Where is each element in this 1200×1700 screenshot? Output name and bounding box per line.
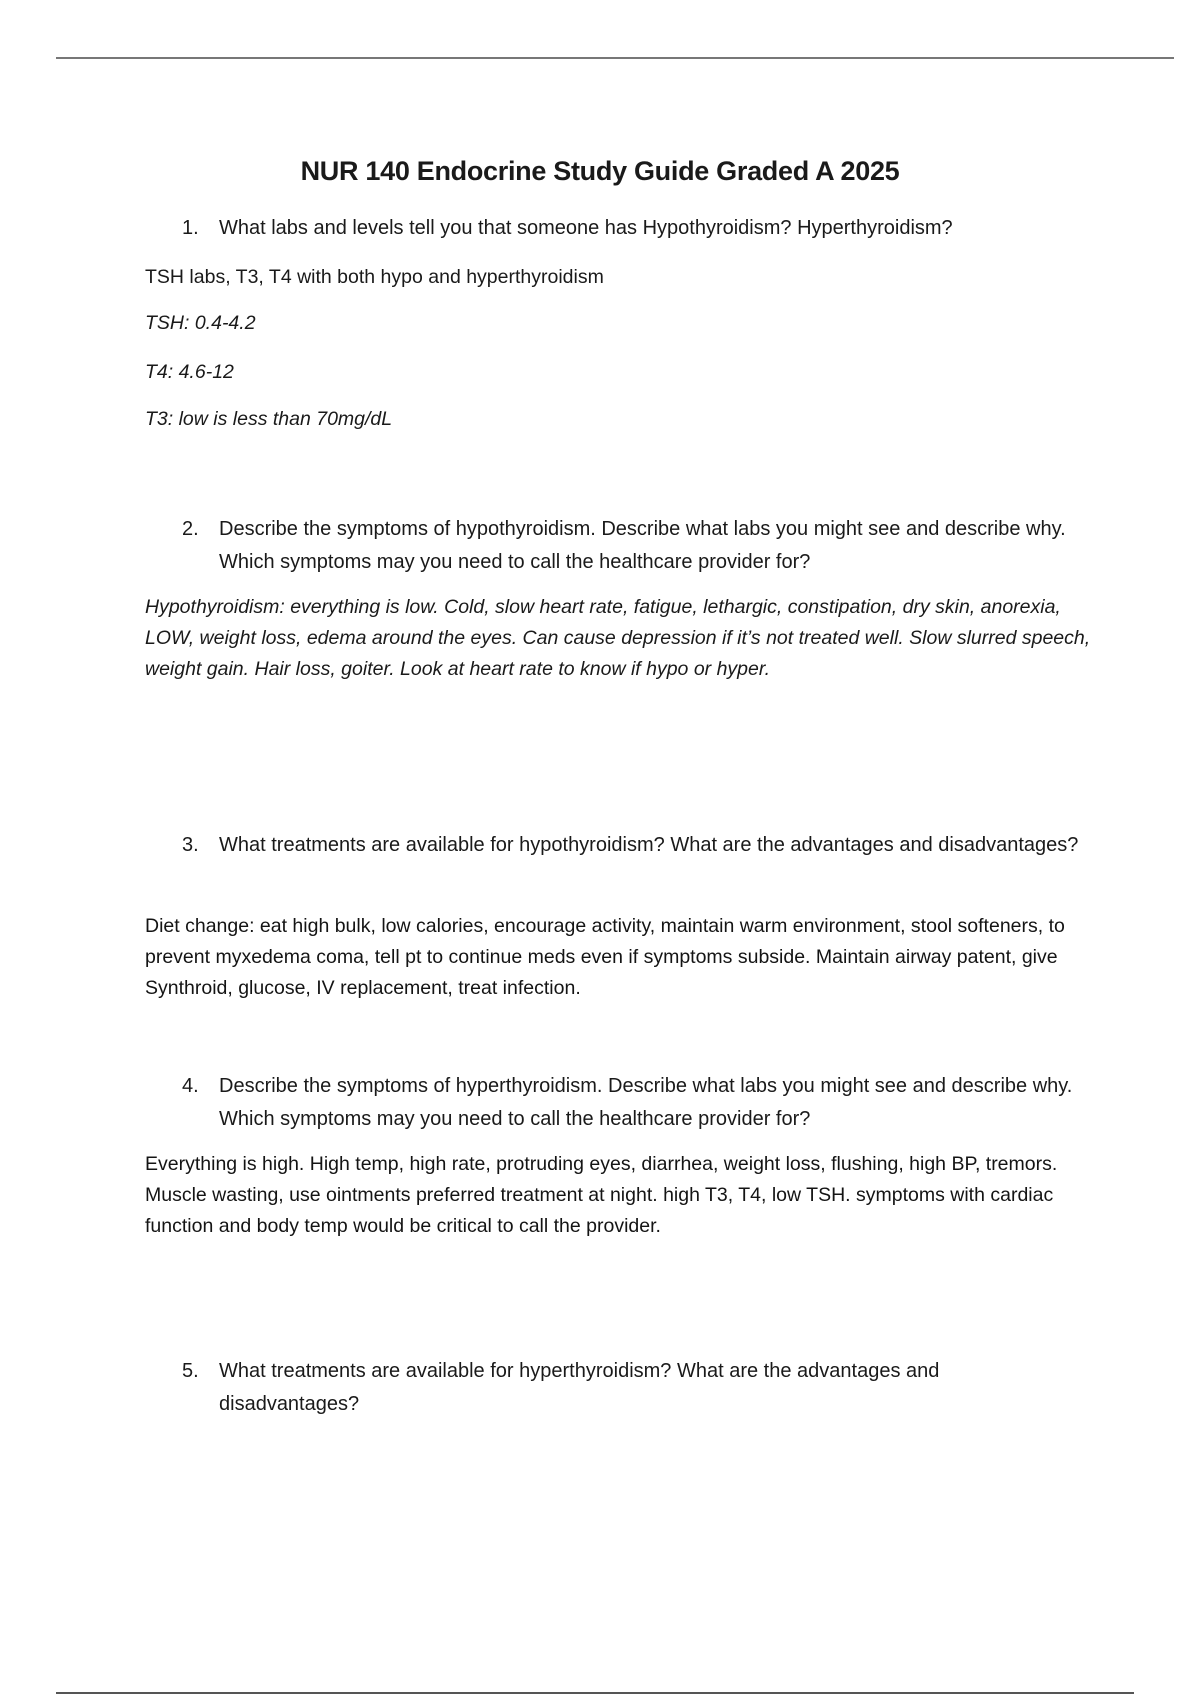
answer-1-tsh: TSH: 0.4-4.2 xyxy=(145,312,256,334)
question-4 xyxy=(182,1070,1082,1136)
question-5 xyxy=(182,1355,1082,1421)
answer-1-t3: T3: low is less than 70mg/dL xyxy=(145,408,393,430)
question-text: What treatments are available for hypothyroidism? What are the advantages and disadvantages? xyxy=(219,834,1079,856)
bottom-divider xyxy=(56,1692,1134,1694)
question-text: What labs and levels tell you that someone has Hypothyroidism? Hyperthyroidism? xyxy=(219,217,953,239)
question-number: 1. xyxy=(182,217,199,239)
question-3 xyxy=(182,829,1082,862)
top-divider xyxy=(56,57,1174,59)
question-text: What treatments are available for hyperthyroidism? What are the advantages and disadvantages? xyxy=(219,1360,940,1415)
question-number: 3. xyxy=(182,834,199,856)
question-text: Describe the symptoms of hyperthyroidism. Describe what labs you might see and describe why. Which symptoms may you need to call the healthcare provider for? xyxy=(219,1075,1073,1130)
question-2 xyxy=(182,513,1082,579)
question-1 xyxy=(182,212,1082,245)
answer-1-intro: TSH labs, T3, T4 with both hypo and hyperthyroidism xyxy=(145,266,604,288)
question-number: 2. xyxy=(182,518,199,540)
question-number: 5. xyxy=(182,1360,199,1382)
answer-4: Everything is high. High temp, high rate, protruding eyes, diarrhea, weight loss, flushing, high BP, tremors. Muscle wasting, use ointments preferred treatment at night. high T3, T4, low TSH. symptoms with cardiac function and body temp would be critical to call the provider. xyxy=(145,1153,1058,1237)
question-number: 4. xyxy=(182,1075,199,1097)
answer-3: Diet change: eat high bulk, low calories, encourage activity, maintain warm environment, stool softeners, to prevent myxedema coma, tell pt to continue meds even if symptoms subside. Maintain airway patent, give Synthroid, glucose, IV replacement, treat infection. xyxy=(145,915,1065,999)
document-title: NUR 140 Endocrine Study Guide Graded A 2025 xyxy=(300,156,900,186)
answer-2: Hypothyroidism: everything is low. Cold, slow heart rate, fatigue, lethargic, constipation, dry skin, anorexia, LOW, weight loss, edema around the eyes. Can cause depression if it’s not treated well. Slow slurred speech, weight gain. Hair loss, goiter. Look at heart rate to know if hypo or hyper. xyxy=(145,596,1091,680)
answer-1-t4: T4: 4.6-12 xyxy=(145,361,234,383)
question-text: Describe the symptoms of hypothyroidism. Describe what labs you might see and describe why. Which symptoms may you need to call the healthcare provider for? xyxy=(219,518,1066,573)
